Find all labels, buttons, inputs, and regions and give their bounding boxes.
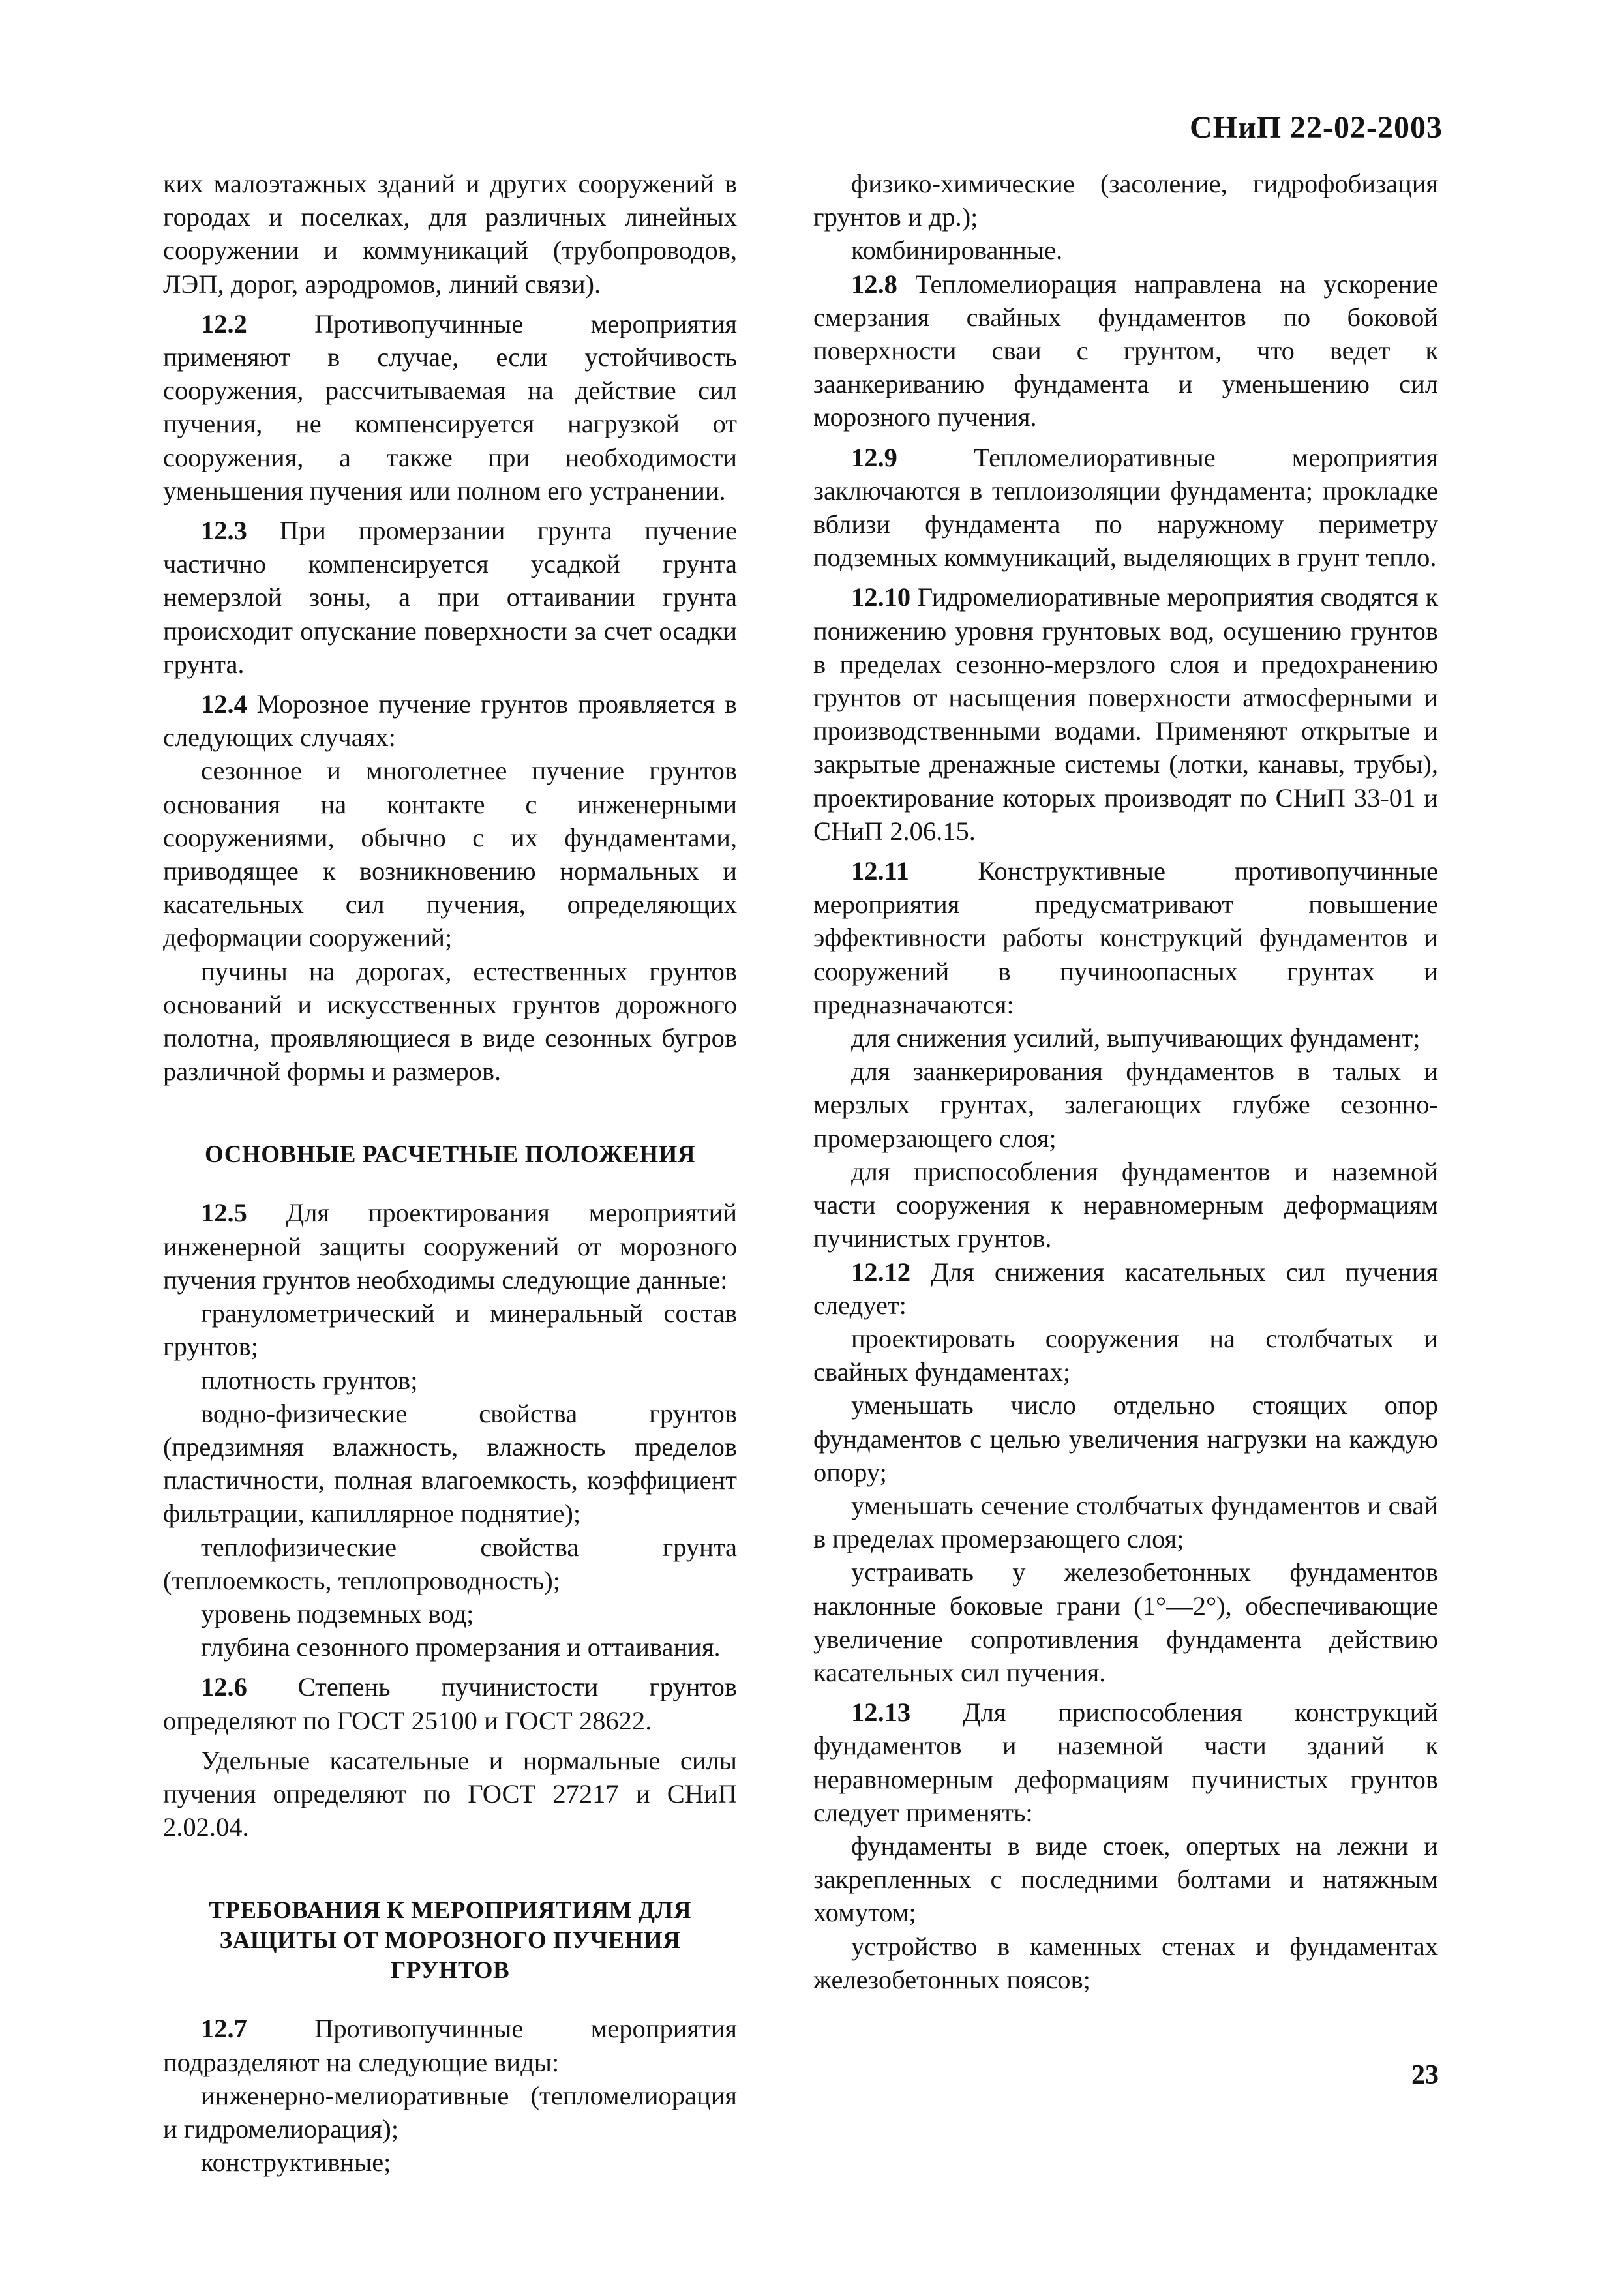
paragraph: глубина сезонного промерзания и оттаивания. (201, 1632, 721, 1662)
paragraph: для приспособления фундаментов и наземной части сооружения к неравномерным деформациям пучинистых грунтов. (813, 1156, 1438, 1253)
paragraph: 12.2 Противопучинные мероприятия применяют в случае, если устойчивость сооружения, рассчитываемая на действие сил пучения, не компенсируется нагрузкой от сооружения, а также при необходимости уменьшения пучения или полном его устранении. (163, 308, 737, 505)
paragraph: сезонное и многолетнее пучение грунтов основания на контакте с инженерными сооружениями, обычно с их фундаментами, приводящее к возникновению нормальных и касательных сил пучения, определяющих деформации сооружений; (163, 756, 737, 953)
paragraph: гранулометрический и минеральный состав грунтов; (163, 1298, 737, 1362)
document-code: СНиП 22-02-2003 (1190, 110, 1443, 145)
clause-number: 12.12 (851, 1257, 911, 1287)
clause-number: 12.6 (201, 1672, 247, 1702)
paragraph: для снижения усилий, выпучивающих фундамент; (851, 1023, 1421, 1053)
clause-number: 12.7 (201, 2014, 247, 2044)
left-column (163, 167, 737, 2179)
paragraph: уровень подземных вод; (201, 1598, 474, 1628)
paragraph: для заанкерирования фундаментов в талых и мерзлых грунтах, залегающих глубже сезонно-промерзающего слоя; (813, 1056, 1438, 1153)
clause-number: 12.3 (201, 516, 247, 546)
paragraph: проектировать сооружения на столбчатых и свайных фундаментах; (813, 1323, 1438, 1387)
paragraph: 12.10 Гидромелиоративные мероприятия сводятся к понижению уровня грунтовых вод, осушению грунтов в пределах сезонно-мерзлого слоя и предохранению грунтов от насыщения поверхности атмосферными и производственными водами. Применяют открытые и закрытые дренажные системы (лотки, канавы, трубы), проектирование которых производят по СНиП 33-01 и СНиП 2.06.15. (813, 582, 1438, 846)
paragraph: плотность грунтов; (201, 1365, 418, 1395)
paragraph: 12.4 Морозное пучение грунтов проявляется в следующих случаях: (163, 689, 737, 753)
clause-number: 12.10 (851, 582, 911, 612)
paragraph: 12.7 Противопучинные мероприятия подразделяют на следующие виды: (163, 2014, 737, 2077)
paragraph: Удельные касательные и нормальные силы пучения определяют по ГОСТ 27217 и СНиП 2.02.04. (163, 1745, 737, 1842)
clause-number: 12.2 (201, 308, 247, 338)
clause-number: 12.13 (851, 1698, 911, 1728)
paragraph: устраивать у железобетонных фундаментов наклонные боковые грани (1°—2°), обеспечивающие увеличение сопротивления фундамента действию касательных сил пучения. (813, 1557, 1438, 1687)
paragraph: уменьшать число отдельно стоящих опор фундаментов с целью увеличения нагрузки на каждую опору; (813, 1390, 1438, 1487)
page-number: 23 (1411, 2060, 1439, 2090)
clause-number: 12.8 (851, 269, 897, 299)
paragraph: 12.9 Тепломелиоративные мероприятия заключаются в теплоизоляции фундамента; прокладке вблизи фундамента по наружному периметру подземных коммуникаций, выделяющих в грунт тепло. (813, 442, 1438, 573)
paragraph: 12.13 Для приспособления конструкций фундаментов и наземной части зданий к неравномерным деформациям пучинистых грунтов следует применять: (813, 1698, 1438, 1827)
right-column (813, 167, 1438, 1996)
paragraph: комбинированные. (851, 235, 1063, 265)
paragraph: теплофизические свойства грунта (теплоемкость, теплопроводность); (163, 1532, 737, 1595)
section-heading: ТРЕБОВАНИЯ К МЕРОПРИЯТИЯМ ДЛЯ ЗАЩИТЫ ОТ МОРОЗНОГО ПУЧЕНИЯ ГРУНТОВ (209, 1897, 691, 1984)
paragraph: конструктивные; (201, 2148, 391, 2178)
paragraph: фундаменты в виде стоек, опертых на лежни и закрепленных с последними болтами и натяжным хомутом; (813, 1831, 1438, 1928)
section-heading: ОСНОВНЫЕ РАСЧЕТНЫЕ ПОЛОЖЕНИЯ (204, 1141, 695, 1169)
paragraph: 12.5 Для проектирования мероприятий инженерной защиты сооружений от морозного пучения грунтов необходимы следующие данные: (163, 1198, 737, 1295)
paragraph: ких малоэтажных зданий и других сооружений в городах и поселках, для различных линейных сооружении и коммуникаций (трубопроводов, ЛЭП, дорог, аэродромов, линий связи). (163, 169, 737, 299)
paragraph: уменьшать сечение столбчатых фундаментов и свай в пределах промерзающего слоя; (813, 1490, 1438, 1554)
paragraph: 12.8 Тепломелиорация направлена на ускорение смерзания свайных фундаментов по боковой поверхности сваи с грунтом, что ведет к заанкериванию фундамента и уменьшению сил морозного пучения. (813, 269, 1438, 432)
paragraph: 12.12 Для снижения касательных сил пучения следует: (813, 1257, 1438, 1320)
paragraph: физико-химические (засоление, гидрофобизация грунтов и др.); (813, 169, 1438, 232)
paragraph: 12.11 Конструктивные противопучинные мероприятия предусматривают повышение эффективности работы конструкций фундаментов и сооружений в пучиноопасных грунтах и предназначаются: (813, 856, 1438, 1019)
paragraph: 12.6 Степень пучинистости грунтов определяют по ГОСТ 25100 и ГОСТ 28622. (163, 1672, 737, 1735)
paragraph: инженерно-мелиоративные (тепломелиорация и гидромелиорация); (163, 2080, 737, 2144)
clause-number: 12.5 (201, 1198, 247, 1228)
paragraph: 12.3 При промерзании грунта пучение частично компенсируется усадкой грунта немерзлой зоны, а при оттаивании грунта происходит опускание поверхности за счет осадки грунта. (163, 516, 737, 679)
clause-number: 12.9 (851, 442, 897, 472)
paragraph: водно-физические свойства грунтов (предзимняя влажность, влажность пределов пластичности, полная влагоемкость, коэффициент фильтрации, капиллярное поднятие); (163, 1398, 737, 1529)
clause-number: 12.11 (851, 856, 909, 886)
paragraph: устройство в каменных стенах и фундаментах железобетонных поясов; (813, 1931, 1438, 1994)
paragraph: пучины на дорогах, естественных грунтов оснований и искусственных грунтов дорожного полотна, проявляющиеся в виде сезонных бугров различной формы и размеров. (163, 956, 737, 1086)
clause-number: 12.4 (201, 689, 247, 719)
